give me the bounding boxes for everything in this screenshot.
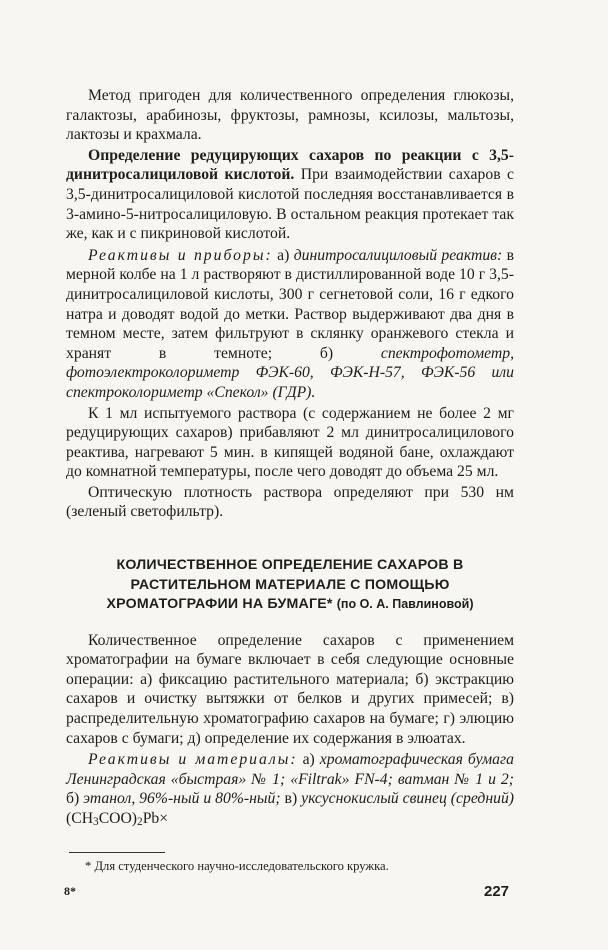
material-c-text: уксуснокислый свинец (средний) (301, 790, 515, 808)
lead-acetate-formula (66, 810, 168, 827)
section-heading-main: КОЛИЧЕСТВЕННОЕ ОПРЕДЕЛЕНИЕ САХАРОВ В РАСТИТЕЛЬНОМ МАТЕРИАЛЕ С ПОМОЩЬЮ ХРОМАТОГРАФИИ НА БУМАГЕ* (106, 557, 464, 613)
dns-section-title: Определение редуцирующих сахаров по реакции с 3,5-динитросалициловой кислотой. (66, 146, 514, 184)
footnote: * Для студенческого научно-исследовательского кружка. (85, 859, 389, 873)
section-heading-byline: (по О. А. Павлиновой) (336, 597, 474, 612)
material-c-marker: в) (284, 790, 298, 808)
footnote-rule (69, 852, 165, 853)
formula-part-c: Pb× (142, 809, 169, 827)
dns-section-paragraph (66, 146, 514, 244)
dns-section-text: При взаимодействии сахаров с 3,5-динитросалициловой кислотой последняя восстанавливается в 3-амино-5-нитросалициловую. В остальном реакция протекает так же, как и с пикриновой кислотой. (66, 166, 515, 243)
formula-part-a: (CH (66, 809, 94, 827)
reagents-label: Реактивы и приборы: (88, 246, 273, 264)
reagent-a-text: в мерной колбе на 1 л растворяют в дистиллированной воде 10 г 3,5-динитросалициловой кислоты, 300 г сегнетовой соли, 16 г едкого натра и доводят водой до метки. Раствор выдерживают два дня в темном месте, затем фильтруют в склянку оранжевого стекла и хранят в темноте; (66, 246, 515, 362)
reagent-b-text: спектрофотометр, фотоэлектроколориметр ФЭК-60, ФЭК-Н-57, ФЭК-56 или спектроколориметр «Спекол» (ГДР). (66, 344, 515, 401)
page-number: 227 (484, 883, 510, 900)
materials-paragraph (66, 750, 514, 832)
reagent-a-name: динитросалициловый реактив: (293, 246, 503, 264)
materials-label: Реактивы и материалы: (88, 751, 298, 769)
reagent-b-marker: б) (319, 344, 334, 362)
reagents-paragraph (66, 246, 514, 403)
optical-density-paragraph: Оптическую плотность раствора определяют при 530 нм (зеленый светофильтр). (66, 483, 514, 521)
formula-subscript-2: 2 (137, 815, 143, 828)
material-a-marker: а) (302, 751, 315, 769)
formula-part-b: COO) (98, 809, 138, 827)
procedure-paragraph: К 1 мл испытуемого раствора (с содержанием не более 2 мг редуцирующих сахаров) прибавляют 2 мл динитросалицилового реактива, нагревают 5 мин. в кипящей водяной бане, охлаждают до комнатной температуры, после чего доводят до объема 25 мл. (66, 404, 514, 481)
intro-paragraph: Метод пригоден для количественного определения глюкозы, галактозы, арабинозы, фруктозы, рамнозы, ксилозы, мальтозы, лактозы и крахмала. (66, 87, 514, 144)
section-heading (66, 556, 514, 615)
material-b-text: этанол, 96%-ный и 80%-ный; (83, 790, 281, 808)
material-b-marker: б) (66, 790, 80, 808)
reagent-a-marker: а) (277, 246, 290, 264)
signature-mark: 8* (64, 884, 76, 898)
material-a-text: хроматографическая бумага Ленинградская «быстрая» № 1; «Filtrak» FN-4; ватман № 1 и 2; (66, 751, 514, 788)
page-body (66, 86, 514, 833)
chromatography-paragraph: Количественное определение сахаров с применением хроматографии на бумаге включает в себя следующие основные операции: а) фиксацию растительного материала; б) экстракцию сахаров и очистку вытяжки от белков и других примесей; в) распределительную хроматографию сахаров на бумаге; г) элюцию сахаров с бумаги; д) определение их содержания в элюатах. (66, 631, 514, 747)
formula-subscript-1: 3 (93, 815, 99, 828)
